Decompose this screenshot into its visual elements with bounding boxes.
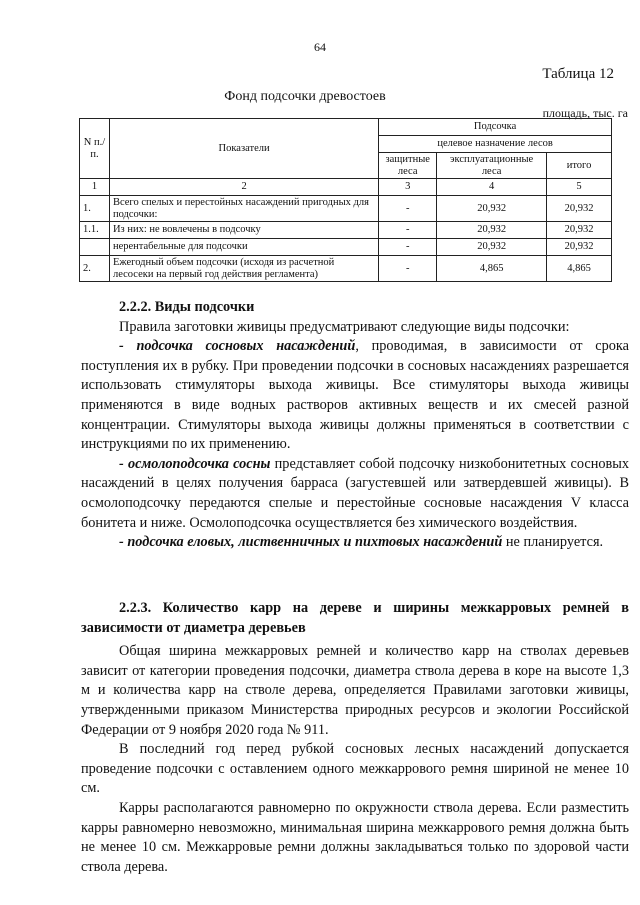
row-label: Из них: не вовлечены в подсочку (109, 222, 378, 239)
row-exploitation: 4,865 (437, 256, 547, 282)
section-intro: Правила заготовки живицы предусматривают следующие виды подсочки: (119, 318, 570, 335)
section-carr-count (81, 599, 629, 877)
column-number: 1 (80, 179, 110, 196)
header-indicators: Показатели (109, 119, 378, 179)
table-header-row (80, 119, 612, 136)
section-heading: 2.2.2. Виды подсочки (119, 299, 255, 315)
section-tapping-types (81, 298, 629, 553)
table-label: Таблица 12 (542, 66, 614, 82)
header-total: итого (547, 153, 612, 179)
column-number: 4 (437, 179, 547, 196)
term-description: , проводимая, в зависимости от срока поступления их в рубку. При проведении подсочки в сосновых насаждениях разрешается использовать стимуляторы выхода живицы. Все стимуляторы выхода живицы применяются в виде водных растворов активных веществ и их смесей разной концентрации. Стимуляторы выхода живицы должны применяться в соответствии с инструкциями по их применению. (81, 338, 629, 453)
page-number: 64 (314, 40, 326, 54)
row-protective: - (379, 222, 437, 239)
column-number: 3 (379, 179, 437, 196)
header-group: Подсочка (379, 119, 612, 136)
header-protective: защитные леса (379, 153, 437, 179)
tapping-type-pine (81, 337, 629, 455)
table-row (80, 222, 612, 239)
column-number: 5 (547, 179, 612, 196)
table-numbering-row (80, 179, 612, 196)
table-row (80, 196, 612, 222)
row-label: Всего спелых и перестойных насаждений пригодных для подсочки: (109, 196, 378, 222)
row-protective: - (379, 256, 437, 282)
row-num: 1. (80, 196, 110, 222)
term-description: не планируется. (502, 534, 604, 551)
tapping-type-resin (81, 455, 629, 533)
row-exploitation: 20,932 (437, 239, 547, 256)
term-emphasis: - осмолоподсочка сосны (119, 455, 271, 472)
term-emphasis: - подсочка сосновых насаждений (119, 338, 356, 355)
row-label: Ежегодный объем подсочки (исходя из расчетной лесосеки на первый год действия регламента) (109, 256, 378, 282)
row-num (80, 239, 110, 256)
table-title: Фонд подсочки древостоев (224, 89, 386, 104)
term-emphasis: - подсочка еловых, лиственничных и пихтовых насаждений (119, 534, 503, 551)
row-total: 20,932 (547, 222, 612, 239)
table-units: площадь, тыс. га (542, 106, 628, 120)
row-total: 4,865 (547, 256, 612, 282)
table-row (80, 256, 612, 282)
row-total: 20,932 (547, 196, 612, 222)
section-heading: 2.2.3. Количество карр на дереве и ширины межкарровых ремней в зависимости от диаметра деревьев (81, 600, 629, 636)
header-subgroup: целевое назначение лесов (379, 136, 612, 153)
paragraph: Общая ширина межкарровых ремней и количество карр на стволах деревьев зависит от категории проведения подсочки, диаметра ствола дерева в коре на высоте 1,3 м и количества карр на стволе дерева, определяется Правилами заготовки живицы, утвержденными приказом Министерства природных ресурсов и экологии Российской Федерации от 9 ноября 2020 года № 911. (81, 643, 629, 738)
row-protective: - (379, 239, 437, 256)
row-total: 20,932 (547, 239, 612, 256)
header-exploitation: эксплуатационные леса (437, 153, 547, 179)
paragraph: В последний год перед рубкой сосновых лесных насаждений допускается проведение подсочки с оставлением одного межкаррового ремня шириной не менее 10 см. (81, 741, 629, 797)
tapping-type-spruce (81, 533, 629, 553)
header-num: N п./п. (80, 119, 110, 179)
row-exploitation: 20,932 (437, 222, 547, 239)
row-num: 2. (80, 256, 110, 282)
fund-table (79, 118, 612, 282)
row-label: нерентабельные для подсочки (109, 239, 378, 256)
paragraph: Карры располагаются равномерно по окружности ствола дерева. Если разместить карры равномерно невозможно, минимальная ширина межкаррового ремня должна быть не менее 10 см. Межкарровые ремни должны закладываться только по здоровой части ствола дерева. (81, 799, 629, 875)
term-description: представляет собой подсочку низкобонитетных сосновых насаждений в целях получения барраса (загустевшей или затвердевшей живицы). В осмолоподсочку передаются спелые и перестойные сосновые насаждения V класса бонитета и ниже. Осмолоподсочка осуществляется без химического воздействия. (81, 455, 629, 531)
row-exploitation: 20,932 (437, 196, 547, 222)
table-row (80, 239, 612, 256)
column-number: 2 (109, 179, 378, 196)
row-num: 1.1. (80, 222, 110, 239)
row-protective: - (379, 196, 437, 222)
